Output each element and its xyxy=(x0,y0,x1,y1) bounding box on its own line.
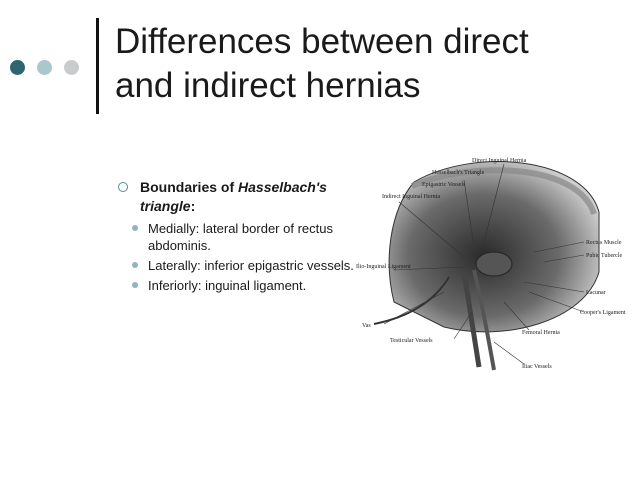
sub-bullet-text: Laterally: inferior epigastric vessels. xyxy=(148,258,354,273)
label-ilioinguinal: Ilio-Inguinal Ligament xyxy=(356,264,411,270)
label-epigastric: Epigastric Vessels xyxy=(422,182,466,188)
sub-bullet-list xyxy=(130,220,358,294)
label-iliac: Iliac Vessels xyxy=(522,364,552,370)
sub-bullet-text: Inferiorly: inguinal ligament. xyxy=(148,278,307,293)
sub-bullet-dot-icon xyxy=(132,262,138,268)
bullet-prefix: Boundaries of xyxy=(140,179,239,195)
sub-bullet-dot-icon xyxy=(132,225,138,231)
label-indirect: Indirect Inguinal Hernia xyxy=(382,194,440,200)
hernia-bulge xyxy=(476,252,512,276)
decorative-dots xyxy=(10,60,90,80)
bullet-suffix: : xyxy=(190,198,196,214)
bullet-boundaries xyxy=(118,178,358,216)
label-pubic: Pubic Tubercle xyxy=(586,253,623,259)
sub-bullet-text: Medially: lateral border of rectus abdominis. xyxy=(148,221,333,253)
title-rule xyxy=(96,18,99,114)
label-hesselbach: Hesselbach's Triangle xyxy=(432,170,485,176)
label-coopers: Cooper's Ligament xyxy=(580,310,626,316)
sub-bullet-dot-icon xyxy=(132,282,138,288)
label-rectus: Rectus Muscle xyxy=(586,240,622,246)
anatomy-illustration xyxy=(354,152,628,372)
label-femoral: Femoral Hernia xyxy=(522,330,560,336)
slide-title xyxy=(115,20,625,108)
sub-bullet-inferiorly xyxy=(130,277,358,294)
sub-bullet-laterally xyxy=(130,257,358,274)
label-lacunar: Lacunar xyxy=(586,290,606,296)
bullet-emphasis: Hasselbach's triangle xyxy=(140,179,327,214)
title-line-1: Differences between direct xyxy=(115,22,529,61)
label-testicular: Testicular Vessels xyxy=(390,338,433,344)
title-line-2: and indirect hernias xyxy=(115,66,421,105)
dot-dark xyxy=(10,60,25,75)
dot-light xyxy=(64,60,79,75)
label-direct-hernia: Direct Inguinal Hernia xyxy=(472,158,527,164)
dot-mid xyxy=(37,60,52,75)
bullet-list xyxy=(118,178,358,297)
bullet-circle-icon xyxy=(118,182,128,192)
label-vas: Vas xyxy=(362,323,371,329)
sub-bullet-medially xyxy=(130,220,358,254)
